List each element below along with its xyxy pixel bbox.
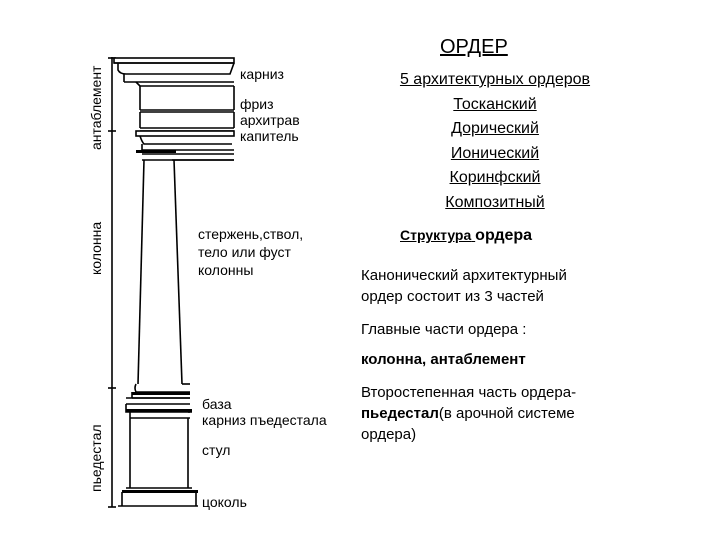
die-shape — [130, 418, 188, 488]
orders-list — [340, 68, 650, 215]
architrave-label: архитрав — [240, 112, 300, 128]
column-side-label: колонна — [88, 221, 104, 275]
secondary-line-2 — [361, 404, 575, 423]
architrave-shape — [140, 112, 234, 131]
frieze-shape — [140, 86, 234, 112]
canonical-line-2: ордер состоит из 3 частей — [361, 288, 544, 305]
shaft-label-line-2: тело или фуст — [198, 244, 291, 260]
order-item: Ионический — [450, 144, 540, 162]
entablature-side-label: антаблемент — [88, 65, 104, 150]
capital-label: капитель — [240, 128, 299, 144]
structure-heading-part1: Структура — [400, 227, 472, 243]
order-item: Композитный — [445, 193, 545, 211]
main-parts-label: Главные части ордера : — [361, 321, 527, 338]
die-label: стул — [202, 442, 231, 458]
cornice-label: карниз — [240, 66, 284, 82]
structure-heading — [400, 227, 532, 245]
base-shape — [132, 384, 190, 398]
order-item: Дорический — [451, 120, 539, 137]
canonical-line-1: Канонический архитектурный — [361, 267, 567, 284]
main-parts-value: колонна, антаблемент — [361, 351, 526, 368]
secondary-rest: (в арочной системе — [438, 405, 575, 422]
order-item: Коринфский — [449, 169, 541, 186]
orders-heading: 5 архитектурных ордеров — [399, 71, 591, 88]
secondary-bold: пьедестал — [361, 405, 439, 422]
pedestal-cornice-shape — [126, 398, 192, 418]
structure-heading-part2: ордера — [475, 227, 533, 244]
shaft-label-line-3: колонны — [198, 262, 254, 278]
order-item: Тосканский — [453, 95, 537, 113]
base-label: база — [202, 396, 232, 412]
pedestal-side-label: пьедестал — [88, 424, 104, 492]
pedestal-cornice-label: карниз пъедестала — [202, 412, 327, 428]
frieze-label: фриз — [240, 96, 274, 112]
secondary-line-1: Второстепенная часть ордера- — [361, 384, 577, 401]
page-title: ОРДЕР — [440, 36, 508, 58]
secondary-line-3: ордера) — [361, 426, 417, 443]
cornice-shape — [114, 58, 234, 86]
capital-shape — [136, 131, 234, 160]
shaft-label-line-1: стержень,ствол, — [198, 226, 304, 242]
plinth-label: цоколь — [202, 494, 247, 510]
